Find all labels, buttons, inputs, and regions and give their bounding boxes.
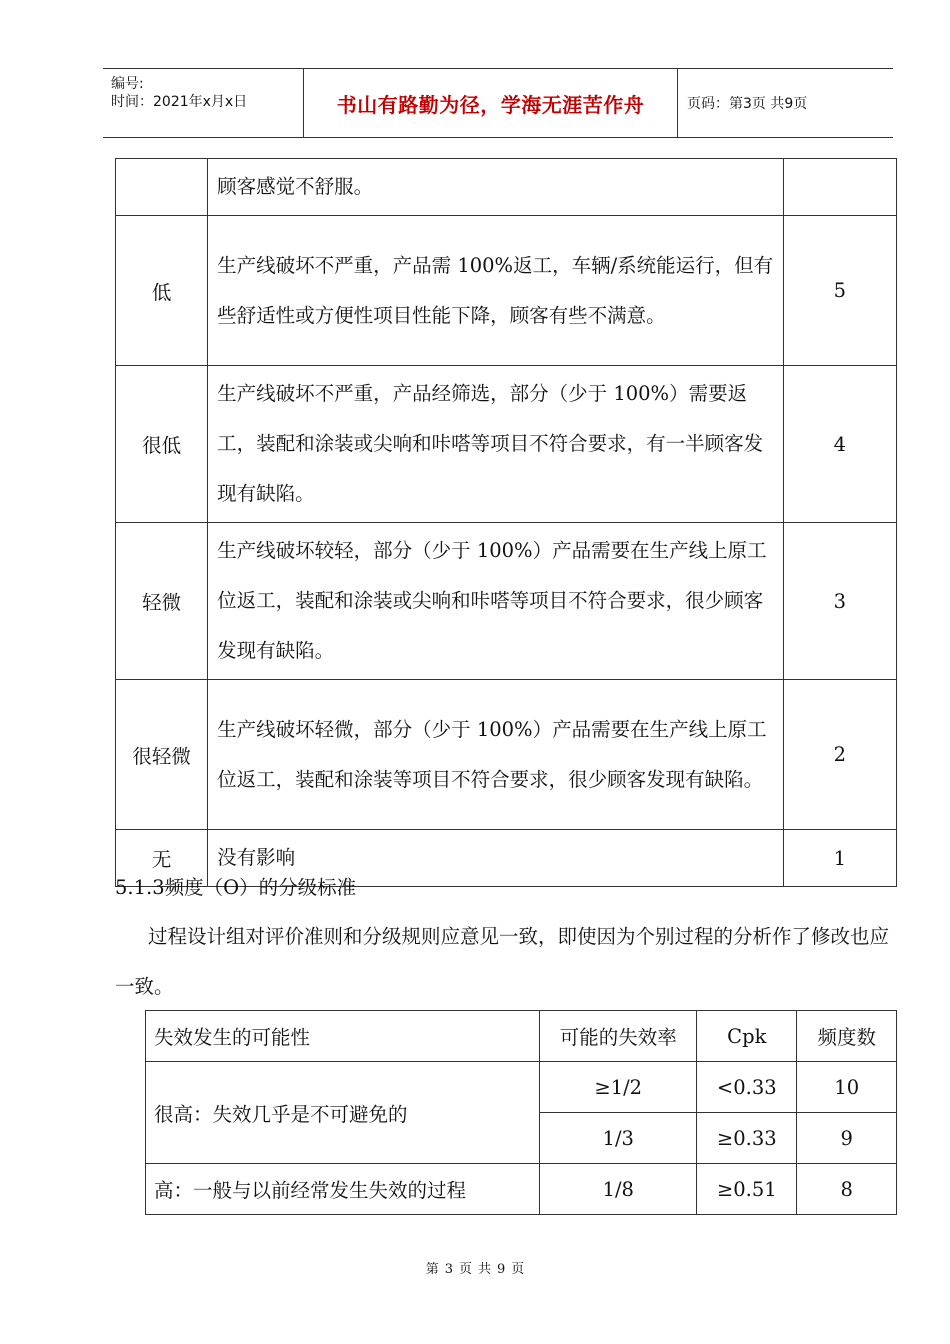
level-cell <box>116 159 208 216</box>
num-cell: 1 <box>783 830 896 887</box>
header-cell: 可能的失效率 <box>540 1011 697 1062</box>
likelihood-cell: 高：一般与以前经常发生失效的过程 <box>146 1164 540 1215</box>
header-motto: 书山有路勤为径，学海无涯苦作舟 <box>304 69 678 137</box>
severity-table <box>115 158 897 887</box>
desc-cell: 生产线破坏轻微，部分（少于 100%）产品需要在生产线上原工位返工，装配和涂装等项目不符合要求，很少顾客发现有缺陷。 <box>208 680 783 830</box>
level-cell: 很轻微 <box>116 680 208 830</box>
section-heading: 5.1.3频度（O）的分级标准 <box>115 876 357 899</box>
table-header-row <box>146 1011 897 1062</box>
table-row <box>146 1062 897 1113</box>
level-cell: 轻微 <box>116 523 208 680</box>
desc-cell: 生产线破坏不严重，产品需 100%返工，车辆/系统能运行，但有些舒适性或方便性项目性能下降，顾客有些不满意。 <box>208 216 783 366</box>
page-footer <box>0 1258 950 1277</box>
num-cell <box>783 159 896 216</box>
table-row <box>116 523 897 680</box>
header-meta <box>103 69 304 137</box>
num-cell: 4 <box>783 366 896 523</box>
cpk-cell: ≥0.33 <box>697 1113 797 1164</box>
level-cell: 无 <box>116 830 208 887</box>
likelihood-cell: 很高：失效几乎是不可避免的 <box>146 1062 540 1164</box>
level-cell: 低 <box>116 216 208 366</box>
frequency-table <box>145 1010 897 1215</box>
footer-total-pages: 9 <box>497 1262 506 1277</box>
footer-page-number: 3 <box>444 1262 453 1277</box>
freq-cell: 10 <box>797 1062 897 1113</box>
freq-cell: 8 <box>797 1164 897 1215</box>
table-row <box>116 680 897 830</box>
desc-cell: 生产线破坏不严重，产品经筛选，部分（少于 100%）需要返工，装配和涂装或尖响和咔嗒等项目不符合要求，有一半顾客发现有缺陷。 <box>208 366 783 523</box>
serial-label: 编号: <box>111 76 144 92</box>
header-cell: 失效发生的可能性 <box>146 1011 540 1062</box>
header-page-info: 页码：第3页 共9页 <box>687 96 808 112</box>
num-cell: 2 <box>783 680 896 830</box>
footer-text: 页 <box>458 1262 472 1277</box>
table-row <box>116 159 897 216</box>
rate-cell: 1/3 <box>540 1113 697 1164</box>
rate-cell: 1/8 <box>540 1164 697 1215</box>
time-label: 时间：2021年x月x日 <box>111 94 248 110</box>
footer-text: 共 <box>478 1262 492 1277</box>
header-cell: 频度数 <box>797 1011 897 1062</box>
header-cell: Cpk <box>697 1011 797 1062</box>
table-row <box>146 1164 897 1215</box>
page-header <box>103 68 893 138</box>
footer-text: 第 <box>425 1262 439 1277</box>
desc-cell: 没有影响 <box>208 830 783 887</box>
cpk-cell: ≥0.51 <box>697 1164 797 1215</box>
freq-cell: 9 <box>797 1113 897 1164</box>
table-row <box>116 366 897 523</box>
desc-cell: 顾客感觉不舒服。 <box>208 159 783 216</box>
cpk-cell: <0.33 <box>697 1062 797 1113</box>
body-paragraph: 过程设计组对评价准则和分级规则应意见一致，即使因为个别过程的分析作了修改也应一致。 <box>115 925 890 998</box>
level-cell: 很低 <box>116 366 208 523</box>
rate-cell: ≥1/2 <box>540 1062 697 1113</box>
num-cell: 3 <box>783 523 896 680</box>
num-cell: 5 <box>783 216 896 366</box>
desc-cell: 生产线破坏较轻，部分（少于 100%）产品需要在生产线上原工位返工，装配和涂装或尖响和咔嗒等项目不符合要求，很少顾客发现有缺陷。 <box>208 523 783 680</box>
table-row <box>116 216 897 366</box>
footer-text: 页 <box>511 1262 525 1277</box>
